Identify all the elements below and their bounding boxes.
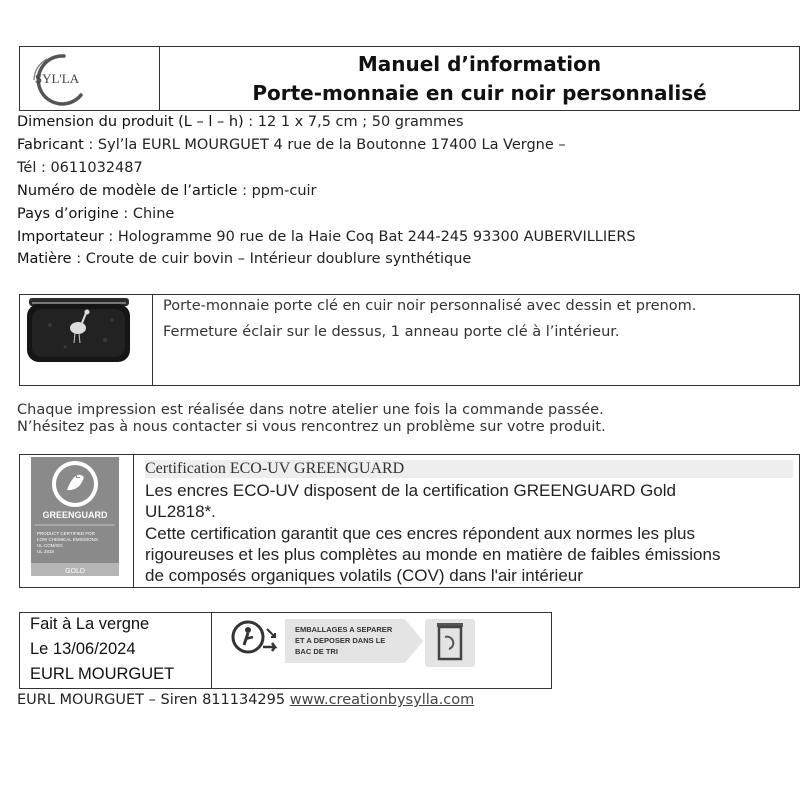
info-importateur — [17, 229, 636, 245]
product-description-line2: Fermeture éclair sur le dessus, 1 anneau porte clé à l’intérieur. — [163, 324, 620, 340]
fabricant-label: Fabricant — [17, 137, 84, 153]
importateur-label: Importateur — [17, 229, 104, 245]
info-modele — [17, 183, 317, 199]
info-pays — [17, 206, 174, 222]
note-line1: Chaque impression est réalisée dans notre atelier une fois la commande passée. — [17, 402, 604, 418]
recycle-text-line2: ET A DEPOSER DANS LE — [295, 636, 386, 645]
matiere-value: : Croute de cuir bovin – Intérieur doublure synthétique — [71, 251, 472, 267]
note-line2: N’hésitez pas à nous contacter si vous rencontrez un problème sur votre produit. — [17, 419, 606, 435]
info-fabricant — [17, 137, 566, 153]
signature-table — [19, 612, 552, 689]
info-dimension — [17, 114, 464, 130]
dimension-label: Dimension du produit (L – l – h) — [17, 114, 244, 130]
signature-company: EURL MOURGUET — [30, 665, 175, 683]
info-tel: Tél : 0611032487 — [17, 160, 143, 176]
signature-place: Fait à La vergne — [30, 615, 150, 633]
syl-la-logo — [20, 47, 160, 110]
recycle-text-line1: EMBALLAGES A SEPARER — [295, 625, 393, 634]
coin-purse-image — [20, 295, 153, 385]
product-image-cell — [20, 295, 153, 385]
pays-label: Pays d’origine — [17, 206, 119, 222]
greenguard-badge-icon — [20, 455, 134, 587]
certification-line4: rigoureuses et les plus complètes au monde en matière de faibles émissions — [145, 545, 721, 564]
dimension-value: : 12 1 x 7,5 cm ; 50 grammes — [243, 114, 464, 130]
certification-line5: de composés organiques volatils (COV) dans l'air intérieur — [145, 566, 583, 585]
logo-text: SYL'LA — [34, 71, 80, 86]
certification-table — [19, 454, 800, 588]
footer-company: EURL MOURGUET – Siren 811134295 — [17, 692, 290, 708]
fabricant-value: : Syl’la EURL MOURGUET 4 rue de la Boutonne 17400 La Vergne – — [83, 137, 566, 153]
website-link[interactable]: www.creationbysylla.com — [289, 692, 475, 708]
certification-line1: Les encres ECO-UV disposent de la certification GREENGUARD Gold — [145, 481, 676, 500]
matiere-label: Matière — [17, 251, 72, 267]
badge-ul-text: UL — [69, 471, 81, 480]
badge-level-text: GOLD — [65, 568, 85, 575]
certification-logo-cell — [20, 455, 134, 587]
recycling-info-icon — [223, 615, 483, 675]
importateur-value: : Hologramme 90 rue de la Haie Coq Bat 244-245 93300 AUBERVILLIERS — [103, 229, 636, 245]
recycle-text-line3: BAC DE TRI — [295, 647, 338, 656]
document-title: Manuel d’information — [357, 52, 602, 76]
signature-text-cell — [20, 613, 212, 688]
badge-small2: LOW CHEMICAL EMISSIONS — [37, 537, 98, 542]
product-table — [19, 294, 800, 386]
signature-date: Le 13/06/2024 — [30, 640, 136, 658]
badge-small3: UL.COM/GG — [37, 543, 63, 548]
certification-line2: UL2818*. — [145, 502, 216, 521]
badge-small4: UL 2818 — [37, 549, 54, 554]
footer — [17, 692, 474, 708]
title-cell — [160, 47, 799, 110]
product-title: Porte-monnaie en cuir noir personnalisé — [252, 81, 707, 105]
product-description-line1: Porte-monnaie porte clé en cuir noir personnalisé avec dessin et prenom. — [163, 298, 697, 314]
document-header — [19, 46, 800, 111]
certification-line3: Cette certification garantit que ces encres répondent aux normes les plus — [145, 524, 695, 543]
badge-small1: PRODUCT CERTIFIED FOR — [37, 531, 95, 536]
modele-value: : ppm-cuir — [237, 183, 317, 199]
badge-name-text: GREENGUARD — [42, 510, 108, 520]
certification-title: Certification ECO-UV GREENGUARD — [145, 460, 793, 478]
logo-cell — [20, 47, 160, 110]
pays-value: : Chine — [118, 206, 175, 222]
info-matiere — [17, 251, 471, 267]
modele-label: Numéro de modèle de l’article — [17, 183, 238, 199]
